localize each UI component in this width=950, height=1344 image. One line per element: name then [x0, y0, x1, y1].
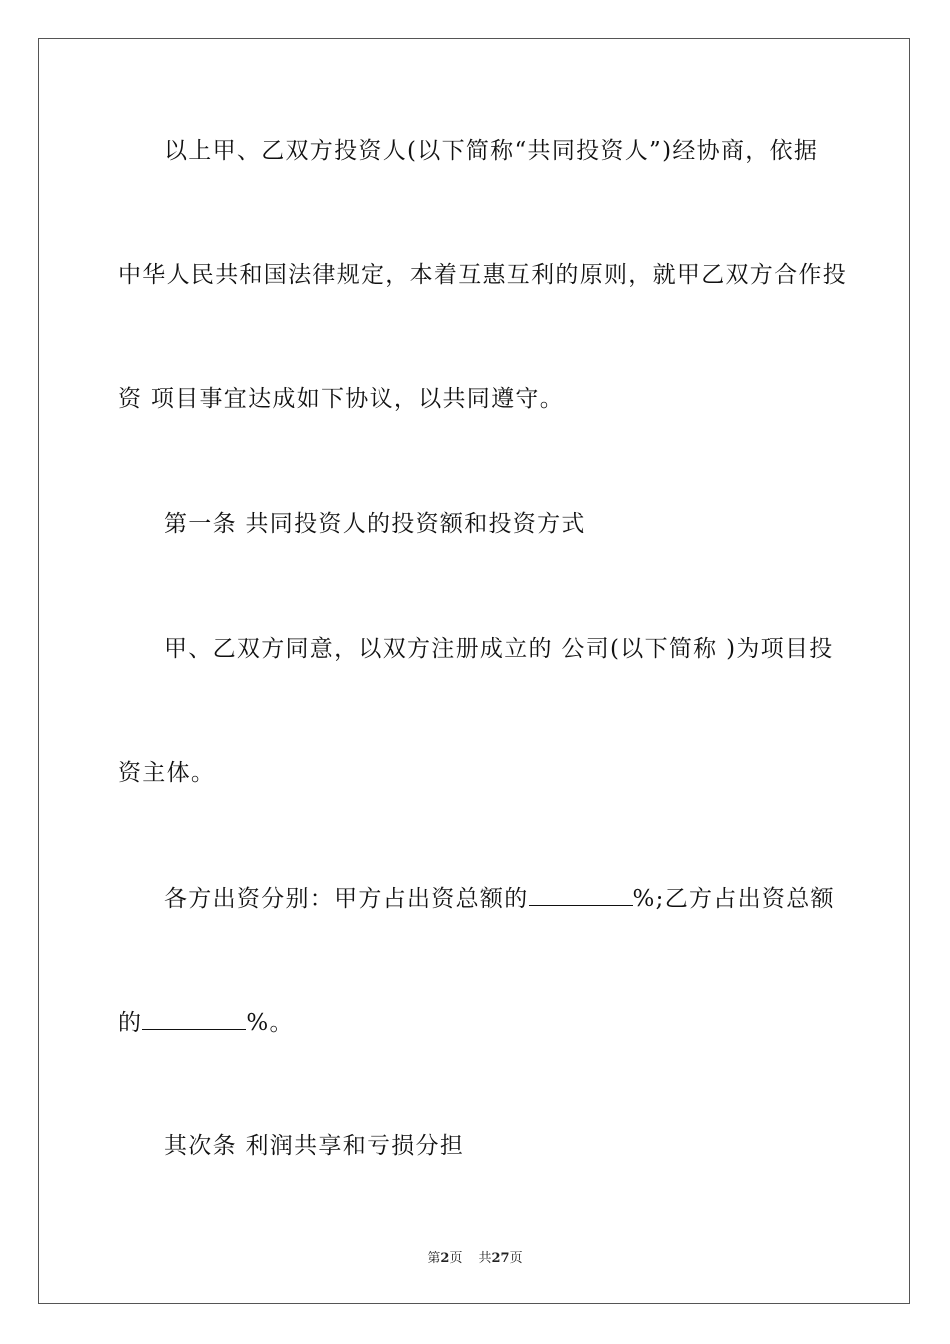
- paragraph-line: 以上甲、乙双方投资人(以下简称“共同投资人”)经协商，依据: [164, 138, 819, 164]
- fill-in-blank: [529, 885, 633, 906]
- page-current: 2: [440, 1251, 450, 1266]
- paragraph-line: 中华人民共和国法律规定，本着互惠互利的原则，就甲乙双方合作投: [118, 262, 847, 288]
- fill-in-blank: [142, 1009, 246, 1030]
- text-segment: %。: [246, 1010, 294, 1036]
- total-suffix: 页: [509, 1251, 523, 1266]
- paragraph-line: 甲、乙双方同意，以双方注册成立的 公司(以下简称 )为项目投: [164, 636, 834, 662]
- paragraph-line: [118, 1008, 294, 1038]
- page-suffix: 页: [449, 1251, 463, 1266]
- article-heading: 第一条 共同投资人的投资额和投资方式: [164, 511, 586, 537]
- page-prefix: 第: [427, 1251, 441, 1266]
- text-segment: 各方出资分别：甲方占出资总额的: [164, 886, 529, 912]
- total-prefix: 共: [478, 1251, 492, 1266]
- page-footer: [0, 1247, 950, 1266]
- text-segment: %;乙方占出资总额: [632, 886, 835, 912]
- paragraph-line: 资主体。: [118, 760, 216, 786]
- page-total: 27: [491, 1251, 510, 1266]
- paragraph-line: 资 项目事宜达成如下协议，以共同遵守。: [118, 386, 565, 412]
- page-border: [38, 38, 910, 1304]
- text-segment: 的: [118, 1010, 143, 1036]
- article-heading: 其次条 利润共享和亏损分担: [164, 1133, 465, 1159]
- paragraph-line: [164, 884, 835, 914]
